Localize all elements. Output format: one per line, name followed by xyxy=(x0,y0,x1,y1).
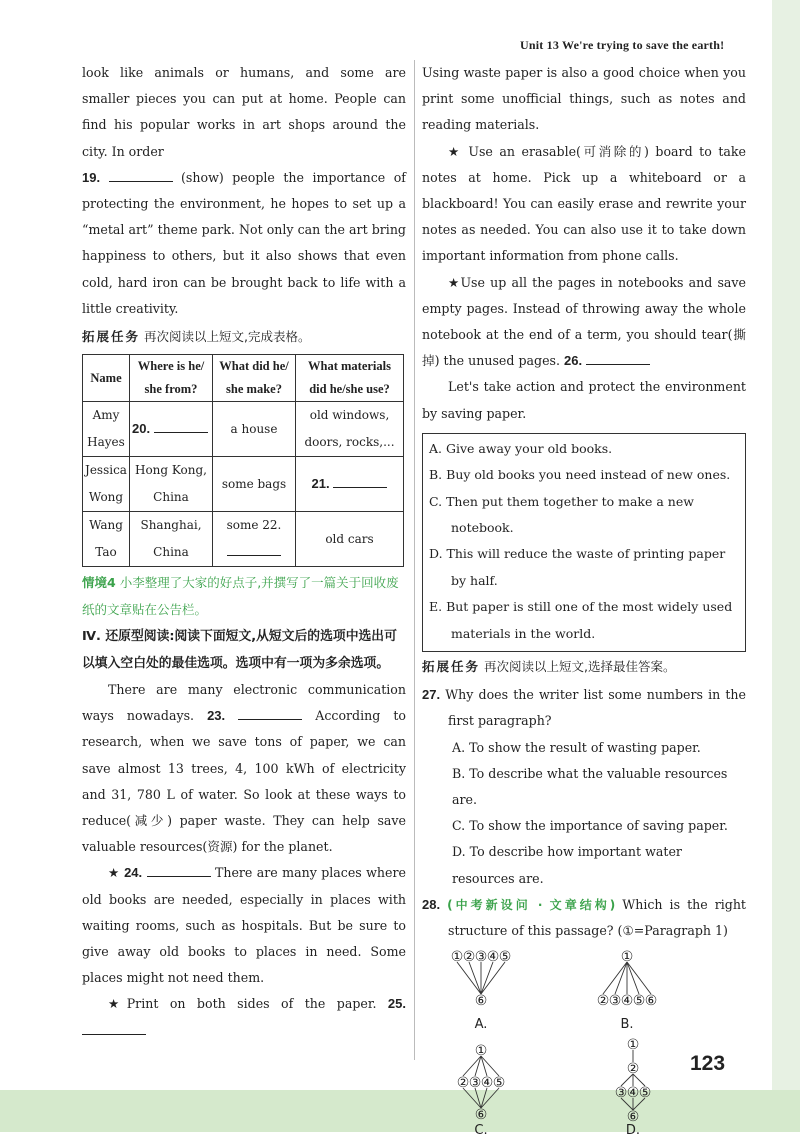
paragraph-node: ① xyxy=(620,949,634,966)
connector-line xyxy=(627,962,651,994)
paragraph-node: ① xyxy=(450,949,464,966)
extension-label: 拓展任务 xyxy=(82,329,141,345)
option-item: B. Buy old books you need instead of new ones. xyxy=(429,467,731,483)
question-number: 24. xyxy=(124,865,143,881)
summary-table xyxy=(82,354,404,567)
scenario-label: 情境4 xyxy=(82,575,116,591)
table-cell[interactable]: 21. xyxy=(296,457,404,512)
answer-blank-23[interactable] xyxy=(238,705,302,720)
paragraph-node: ⑤ xyxy=(638,1085,652,1102)
paragraph-node: ⑥ xyxy=(644,993,658,1010)
star-icon: ★ xyxy=(108,865,120,881)
paragraph-node: ⑤ xyxy=(492,1075,506,1092)
section-title: Ⅳ. 还原型阅读:阅读下面短文,从短文后的选项中选出可以填入空白处的最佳选项。选项中有一项为多余选项。 xyxy=(82,629,397,672)
choice-item[interactable]: A. To show the result of wasting paper. xyxy=(452,739,701,755)
extension-task xyxy=(82,326,406,348)
paragraph-node: ③ xyxy=(468,1075,482,1092)
extension-label: 拓展任务 xyxy=(422,659,481,675)
paragraph-node: ⑤ xyxy=(632,993,646,1010)
paragraph-node: ② xyxy=(596,993,610,1010)
paragraph-node: ① xyxy=(474,1043,488,1060)
choice-item[interactable]: D. To describe how important water resources are. xyxy=(452,844,682,886)
option-label: B. xyxy=(620,1017,634,1033)
scenario-note xyxy=(82,569,406,623)
paragraph: look like animals or humans, and some are smaller pieces you can put at home. People can find his popular works in art shops around the city. In order xyxy=(82,65,406,159)
table-cell: Shanghai, China xyxy=(130,512,213,567)
running-header: Unit 13 We're trying to save the earth! xyxy=(520,38,725,52)
option-item: C. Then put them together to make a new notebook. xyxy=(429,493,694,536)
paragraph-q19 xyxy=(82,165,406,322)
option-item: A. Give away your old books. xyxy=(429,440,613,456)
table-cell: Jessica Wong xyxy=(83,457,130,512)
table-header-row xyxy=(83,355,404,402)
table-cell: some bags xyxy=(213,457,296,512)
paragraph-node: ③ xyxy=(474,949,488,966)
column-divider xyxy=(414,60,415,1060)
answer-blank-19[interactable] xyxy=(109,167,173,182)
table-cell[interactable] xyxy=(213,512,296,567)
q19-text: (show) people the importance of protecting the environment, he hopes to set up a “metal art” theme park. Not only can the art bring happiness to others, but it also shows that even cold, hard iron can be brought back to life with a little creativity. xyxy=(82,169,406,316)
answer-blank-21[interactable] xyxy=(333,473,387,488)
choice-item[interactable]: B. To describe what the valuable resources are. xyxy=(452,765,728,807)
connector-line xyxy=(457,962,481,994)
paragraph: Using waste paper is also a good choice when you print some unofficial things, such as notes and reading materials. xyxy=(422,65,746,133)
table-cell: Amy Hayes xyxy=(83,402,130,457)
connector-line xyxy=(627,962,639,994)
question-27: 27. Why does the writer list some numbers in the first paragraph? xyxy=(422,687,746,729)
answer-blank-26[interactable] xyxy=(586,350,650,365)
options-box xyxy=(422,433,746,652)
scenario-text: 小李整理了大家的好点子,并撰写了一篇关于回收废纸的文章贴在公告栏。 xyxy=(82,575,399,618)
paragraph-node: ② xyxy=(456,1075,470,1092)
answer-blank-24[interactable] xyxy=(147,862,211,877)
paragraph-node: ⑥ xyxy=(474,1107,488,1124)
paragraph-node: ④ xyxy=(486,949,500,966)
cell-text: some 22. xyxy=(226,518,282,533)
paragraph-q24: ★ 24. There are many places where old books are needed, especially in places with waiting rooms, such as hospitals. But be sure to give away old books to places in need. Some places might not need them. xyxy=(82,860,406,991)
table-cell: old cars xyxy=(296,512,404,567)
option-label: C. xyxy=(474,1123,488,1134)
connector-line xyxy=(615,962,627,994)
extension-text: 再次阅读以上短文,完成表格。 xyxy=(144,329,311,345)
answer-blank-22[interactable] xyxy=(227,541,281,556)
option-item: D. This will reduce the waste of printing paper by half. xyxy=(429,546,726,588)
answer-blank-25[interactable] xyxy=(82,1020,146,1035)
table-cell: Hong Kong, China xyxy=(130,457,213,512)
paragraph-node: ④ xyxy=(626,1085,640,1102)
right-column xyxy=(422,60,746,1134)
question-number: 19. xyxy=(82,169,101,185)
table-cell: Wang Tao xyxy=(83,512,130,567)
paragraph: Let's take action and protect the environment by saving paper. xyxy=(422,379,746,421)
question-tag: (中考新设问 · 文章结构) xyxy=(447,897,616,912)
paragraph-intro: There are many electronic communication ways nowadays. 23. According to research, when we save tons of paper, we can save almost 13 trees, 4, 100 kWh of electricity and 31, 780 L of water. So look at these ways to reduce(减少) paper waste. They can help save valuable resources(资源) for the planet. xyxy=(82,682,406,855)
page-number: 123 xyxy=(690,1052,726,1075)
option-label: A. xyxy=(474,1017,488,1033)
question-number: 23. xyxy=(207,708,226,724)
paragraph-q25: ★Print on both sides of the paper. 25. xyxy=(82,991,406,1043)
connector-line xyxy=(481,962,505,994)
structure-diagram-svg xyxy=(422,944,746,1134)
right-margin-band xyxy=(772,0,800,1132)
paragraph-node: ④ xyxy=(620,993,634,1010)
table-row xyxy=(83,512,404,567)
table-header: What materials did he/she use? xyxy=(296,355,404,402)
paragraph: ★ Use an erasable(可消除的) board to take notes at home. Pick up a whiteboard or a blackboard! You can easily erase and rewrite your notes as needed. You can also use it to take down important information from phone calls. xyxy=(422,143,746,264)
paragraph-node: ② xyxy=(626,1061,640,1078)
paragraph-node: ① xyxy=(626,1037,640,1054)
paragraph-node: ② xyxy=(462,949,476,966)
structure-diagrams xyxy=(422,944,746,1134)
paragraph-node: ⑥ xyxy=(626,1109,640,1126)
extension-task xyxy=(422,656,746,678)
paragraph-q26: ★Use up all the pages in notebooks and save empty pages. Instead of throwing away the whole notebook at the end of a term, you should tear(撕掉) the unused pages. 26. xyxy=(422,274,746,369)
extension-text: 再次阅读以上短文,选择最佳答案。 xyxy=(484,659,676,675)
option-label: D. xyxy=(625,1123,641,1134)
table-cell[interactable]: 20. xyxy=(130,402,213,457)
paragraph-node: ③ xyxy=(608,993,622,1010)
paragraph-node: ⑤ xyxy=(498,949,512,966)
table-cell: a house xyxy=(213,402,296,457)
table-row xyxy=(83,402,404,457)
connector-line xyxy=(603,962,627,994)
answer-blank-20[interactable] xyxy=(154,418,208,433)
option-item: E. But paper is still one of the most widely used materials in the world. xyxy=(429,599,733,641)
table-header: Name xyxy=(83,355,130,402)
paragraph-node: ③ xyxy=(614,1085,628,1102)
paragraph-node: ⑥ xyxy=(474,993,488,1010)
left-column xyxy=(82,60,406,1044)
table-cell: old windows, doors, rocks,... xyxy=(296,402,404,457)
table-header: What did he/ she make? xyxy=(213,355,296,402)
table-row xyxy=(83,457,404,512)
question-number: 25. xyxy=(387,996,406,1012)
table-header: Where is he/ she from? xyxy=(130,355,213,402)
connector-line xyxy=(481,962,493,994)
question-number: 26. xyxy=(564,353,583,369)
paragraph-node: ④ xyxy=(480,1075,494,1092)
choice-item[interactable]: C. To show the importance of saving paper. xyxy=(452,818,728,834)
question-28: 28. (中考新设问 · 文章结构) Which is the right structure of this passage? (①=Paragraph 1) xyxy=(422,896,746,938)
connector-line xyxy=(469,962,481,994)
